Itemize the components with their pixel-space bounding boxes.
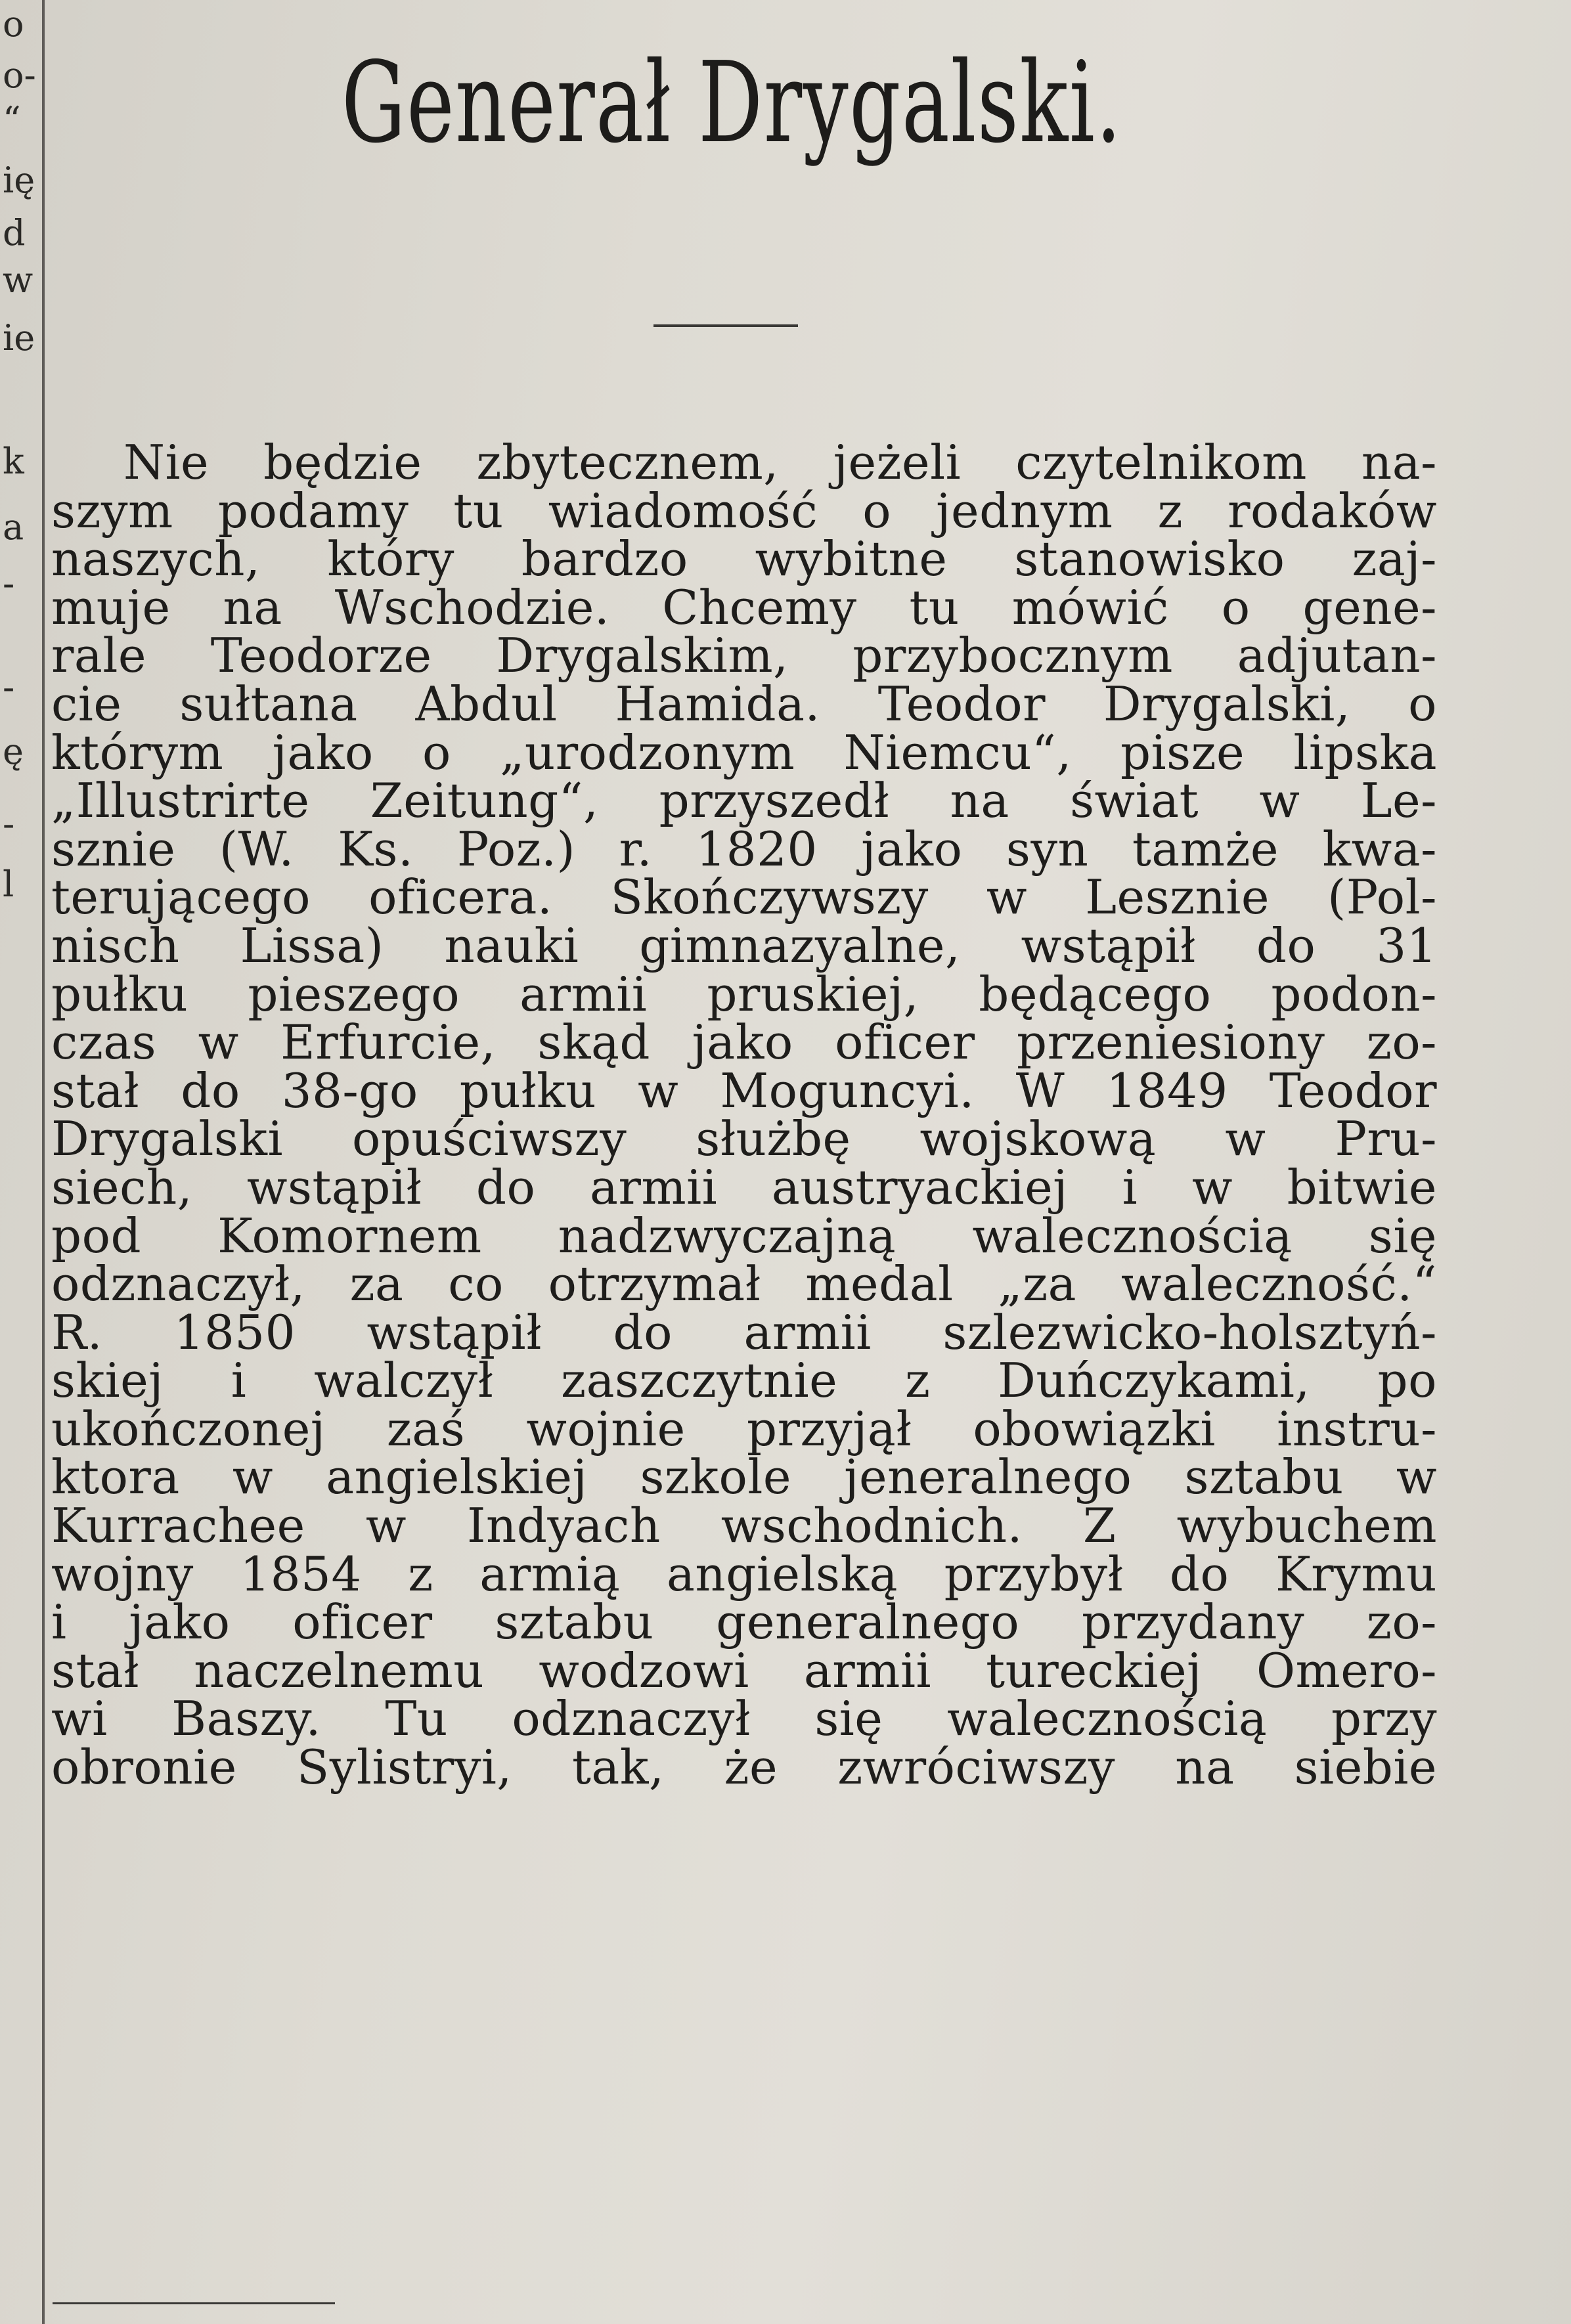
text-line: rale Teodorze Drygalskim, przybocznym adjutan- — [51, 628, 1437, 684]
text-line: sznie (W. Ks. Poz.) r. 1820 jako syn tamże kwa- — [51, 821, 1437, 877]
margin-fragment: ie — [3, 317, 35, 359]
text-line: naszych, który bardzo wybitne stanowisko zaj- — [51, 531, 1437, 587]
margin-fragment: o — [3, 3, 24, 45]
text-line: nisch Lissa) nauki gimnazyalne, wstąpił do 31 — [51, 917, 1437, 973]
text-line: „Illustrirte Zeitung“, przyszedł na świat w Le- — [51, 773, 1437, 829]
margin-fragment: “ — [3, 99, 21, 141]
margin-fragment: w — [3, 259, 33, 301]
text-line: terującego oficera. Skończywszy w Lesznie (Pol- — [51, 869, 1437, 925]
text-line: wojny 1854 z armią angielską przybył do Krymu — [51, 1546, 1437, 1602]
text-line: Drygalski opuściwszy służbę wojskową w Pru- — [51, 1111, 1437, 1167]
text-line: którym jako o „urodzonym Niemcu“, pisze lipska — [51, 724, 1437, 780]
text-line: odznaczył, za co otrzymał medal „za waleczność.“ — [51, 1256, 1437, 1312]
margin-fragment: l — [3, 864, 14, 905]
text-line: pod Komornem nadzwyczajną walecznością się — [51, 1208, 1437, 1263]
article-body — [51, 435, 1437, 1795]
margin-fragment: a — [3, 506, 24, 548]
bottom-rule — [53, 2302, 335, 2304]
margin-fragment: ię — [3, 160, 35, 201]
margin-fragment: - — [3, 803, 15, 844]
text-line: skiej i walczył zaszczytnie z Duńczykami, po — [51, 1353, 1437, 1409]
margin-fragment: o- — [3, 55, 36, 96]
text-line: wi Baszy. Tu odznaczył się walecznością przy — [51, 1691, 1437, 1747]
text-line: muje na Wschodzie. Chcemy tu mówić o gene- — [51, 579, 1437, 635]
text-line: R. 1850 wstąpił do armii szlezwicko-holsztyń- — [51, 1304, 1437, 1360]
column-rule — [42, 0, 45, 2324]
title-divider — [653, 324, 798, 327]
text-line: cie sułtana Abdul Hamida. Teodor Drygalski, o — [51, 676, 1437, 732]
margin-fragment: - — [3, 563, 15, 604]
text-line: stał naczelnemu wodzowi armii tureckiej Omero- — [51, 1642, 1437, 1698]
article-title: Generał Drygalski. — [342, 38, 1122, 168]
margin-fragment: d — [3, 212, 26, 253]
adjacent-column-fragments — [0, 0, 39, 2324]
text-line: ukończonej zaś wojnie przyjął obowiązki instru- — [51, 1401, 1437, 1457]
margin-fragment: k — [3, 441, 24, 482]
text-line: Kurrachee w Indyach wschodnich. Z wybuchem — [51, 1498, 1437, 1554]
text-line: pułku pieszego armii pruskiej, będącego podon- — [51, 966, 1437, 1022]
margin-fragment: ę — [3, 731, 24, 772]
text-line: i jako oficer sztabu generalnego przydany zo- — [51, 1594, 1437, 1650]
text-line: stał do 38-go pułku w Moguncyi. W 1849 Teodor — [51, 1063, 1437, 1118]
text-line: ktora w angielskiej szkole jeneralnego sztabu w — [51, 1449, 1437, 1505]
text-line: Nie będzie zbytecznem, jeżeli czytelnikom na- — [123, 435, 1437, 490]
text-line: szym podamy tu wiadomość o jednym z rodaków — [51, 483, 1437, 538]
text-line: czas w Erfurcie, skąd jako oficer przeniesiony zo- — [51, 1015, 1437, 1070]
margin-fragment: - — [3, 667, 15, 708]
text-line: siech, wstąpił do armii austryackiej i w bitwie — [51, 1159, 1437, 1215]
text-line: obronie Sylistryi, tak, że zwróciwszy na siebie — [51, 1740, 1437, 1795]
